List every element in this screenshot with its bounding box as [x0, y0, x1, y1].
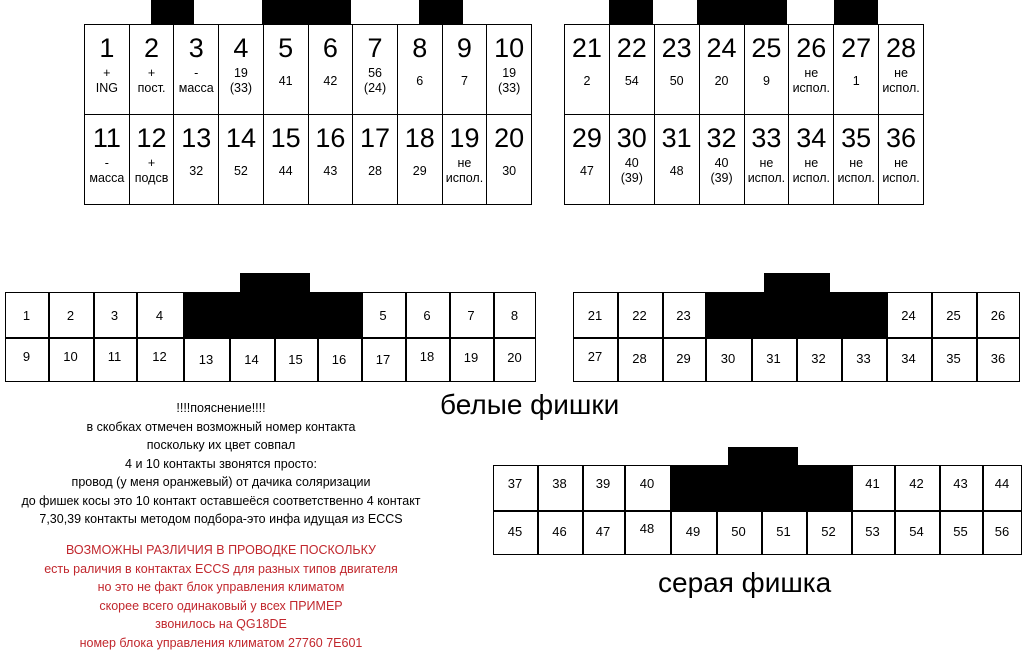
pin-cell: [700, 25, 745, 115]
pin-cell: [353, 115, 398, 205]
pin-description: не испол.: [792, 66, 831, 95]
connector-key: [151, 0, 194, 25]
pin-description: 50: [669, 74, 684, 88]
pin-label: 15: [288, 352, 303, 367]
pin-description: 32: [189, 164, 204, 178]
pin-number: 8: [412, 33, 428, 63]
connector-latch: [183, 292, 361, 338]
pin-number: 28: [886, 33, 917, 63]
pin-label: 8: [510, 308, 519, 323]
pin-number: 23: [661, 33, 692, 63]
note-line: до фишек косы это 10 контакт оставшеёся соответственно 4 контакт: [21, 493, 421, 508]
pin-number: 35: [841, 123, 872, 153]
pin-cell: [219, 115, 264, 205]
pin-label: 32: [811, 351, 826, 366]
pin-label: 14: [244, 352, 259, 367]
pin-label: 24: [901, 308, 916, 323]
pin-cell: [443, 115, 488, 205]
pin-label: 17: [375, 352, 391, 367]
pin-cell: [85, 115, 130, 205]
pin-number: 3: [188, 33, 204, 63]
pin-label: 16: [331, 352, 347, 367]
pin-cell: [789, 115, 834, 205]
pin-description: 19 (33): [498, 66, 521, 95]
pin-cell: [398, 25, 443, 115]
pin-label: 22: [632, 308, 647, 323]
pin-cell: [264, 25, 309, 115]
pin-label: 46: [552, 524, 567, 539]
pin-label: 7: [467, 308, 475, 323]
pin-number: 21: [571, 33, 602, 63]
connector-top-right: [564, 24, 924, 205]
pin-label: 55: [953, 524, 968, 539]
pin-label: 37: [507, 476, 523, 491]
pin-label: 11: [107, 349, 122, 364]
pin-label: 29: [676, 351, 691, 366]
pin-description: 7: [460, 74, 468, 88]
pin-cell: [174, 115, 219, 205]
warning-line: ВОЗМОЖНЫ РАЗЛИЧИЯ В ПРОВОДКЕ ПОСКОЛЬКУ: [65, 543, 376, 557]
pin-label: 30: [720, 351, 736, 366]
pin-number: 5: [278, 33, 294, 63]
pin-cell: [565, 25, 610, 115]
pin-cell: [745, 25, 790, 115]
pin-cell: [85, 25, 130, 115]
note-line: поскольку их цвет совпал: [146, 438, 296, 452]
warning-note: [0, 541, 442, 652]
connector-key: [419, 0, 463, 25]
pin-description: + пост.: [137, 66, 166, 95]
pin-cell: [353, 25, 398, 115]
pin-number: 22: [616, 33, 647, 63]
pin-label: 41: [865, 476, 880, 491]
pin-description: 56 (24): [363, 66, 387, 95]
explanation-note: [0, 399, 442, 529]
connector-key: [728, 447, 798, 467]
note-line: провод (у меня оранжевый) от дачика соляризации: [71, 475, 371, 489]
pin-label: 26: [990, 308, 1006, 323]
pin-description: 54: [624, 74, 639, 88]
pin-description: не испол.: [747, 156, 786, 185]
note-line: !!!!пояснение!!!!: [176, 401, 266, 415]
pin-number: 17: [360, 123, 391, 153]
pin-number: 26: [796, 33, 827, 63]
pin-description: 40 (39): [710, 156, 733, 185]
connector-latch: [670, 465, 851, 511]
pin-description: 44: [278, 164, 293, 178]
pin-label: 20: [507, 350, 522, 365]
pin-description: + ING: [95, 66, 118, 95]
pin-cell: [745, 115, 790, 205]
pin-label: 3: [110, 308, 119, 323]
pin-number: 33: [751, 123, 782, 153]
pin-number: 27: [841, 33, 872, 63]
pin-number: 7: [367, 33, 383, 63]
pin-cell: [130, 25, 175, 115]
pin-cell: [789, 25, 834, 115]
pin-description: 41: [278, 74, 293, 88]
pin-cell: [309, 25, 354, 115]
pin-label: 27: [587, 349, 603, 364]
pin-description: + подсв: [134, 156, 169, 185]
pin-cell: [487, 115, 532, 205]
pin-label: 9: [22, 349, 31, 364]
connector-key: [764, 273, 830, 294]
pin-number: 30: [616, 123, 647, 153]
pin-label: 2: [66, 308, 75, 323]
pin-label: 56: [994, 524, 1010, 539]
pin-description: 1: [852, 74, 860, 88]
pin-label: 47: [595, 524, 611, 539]
pin-number: 12: [136, 123, 167, 153]
pin-number: 11: [92, 123, 121, 153]
pin-number: 25: [751, 33, 782, 63]
pin-label: 53: [865, 524, 880, 539]
pin-label: 51: [776, 524, 791, 539]
pin-label: 31: [766, 351, 781, 366]
pin-cell: [219, 25, 264, 115]
pin-description: 2: [583, 74, 591, 88]
pin-cell: [398, 115, 443, 205]
pin-label: 44: [994, 476, 1010, 491]
pin-description: 40 (39): [620, 156, 643, 185]
note-line: в скобках отмечен возможный номер контакта: [86, 419, 356, 434]
pin-cell: [834, 25, 879, 115]
pin-cell: [487, 25, 532, 115]
pin-label: 18: [419, 349, 435, 364]
pin-label: 21: [587, 308, 603, 323]
pin-label: 13: [198, 352, 214, 367]
pin-number: 36: [886, 123, 917, 153]
connector-key: [609, 0, 653, 25]
pin-number: 9: [456, 33, 472, 63]
pin-cell: [834, 115, 879, 205]
pin-label: 1: [22, 308, 31, 323]
pin-cell: [309, 115, 354, 205]
note-line: 4 и 10 контакты звонятся просто:: [125, 456, 317, 471]
pin-number: 4: [233, 33, 249, 63]
pin-description: 29: [412, 164, 427, 178]
pin-cell: [879, 115, 924, 205]
pin-label: 49: [685, 524, 701, 539]
pin-label: 45: [507, 524, 523, 539]
pin-cell: [174, 25, 219, 115]
pin-label: 48: [639, 521, 655, 536]
pin-description: не испол.: [882, 156, 920, 185]
pin-label: 54: [909, 524, 924, 539]
pin-description: - масса: [89, 156, 125, 185]
gray-connector-caption: серая фишка: [658, 567, 832, 598]
pin-cell: [610, 25, 655, 115]
pin-number: 24: [706, 33, 737, 63]
connector-key: [697, 0, 787, 25]
pin-label: 4: [155, 308, 164, 323]
pin-number: 34: [796, 123, 827, 153]
pin-description: 6: [416, 74, 424, 88]
pin-cell: [879, 25, 924, 115]
pin-description: 47: [579, 164, 594, 178]
pin-label: 42: [909, 476, 924, 491]
pin-cell: [655, 25, 700, 115]
pin-number: 32: [706, 123, 737, 153]
pin-description: 28: [368, 164, 382, 178]
pin-description: не испол.: [837, 156, 875, 185]
pin-description: 19 (33): [229, 66, 253, 95]
pin-cell: [700, 115, 745, 205]
pin-cell: [264, 115, 309, 205]
pin-cell: [655, 115, 700, 205]
pin-number: 29: [571, 123, 602, 153]
pin-label: 43: [953, 476, 968, 491]
connector-top-left: [84, 24, 532, 205]
pin-label: 28: [632, 351, 647, 366]
pin-label: 34: [901, 351, 916, 366]
pin-description: 9: [762, 74, 770, 88]
warning-line: номер блока управления климатом 27760 7E601: [79, 635, 363, 650]
pin-number: 18: [404, 123, 435, 153]
pin-description: 20: [714, 74, 729, 88]
pin-description: 52: [233, 164, 248, 178]
pin-label: 33: [856, 351, 871, 366]
pin-number: 15: [270, 123, 301, 153]
pin-number: 10: [494, 33, 525, 63]
pin-number: 13: [181, 123, 212, 153]
pin-label: 39: [595, 476, 611, 491]
pin-description: 48: [669, 164, 684, 178]
pin-label: 10: [63, 349, 78, 364]
pin-label: 12: [152, 349, 167, 364]
pin-description: 30: [502, 164, 517, 178]
pin-cell: [610, 115, 655, 205]
pin-cell: [565, 115, 610, 205]
pin-number: 2: [144, 33, 160, 63]
pin-description: не испол.: [882, 66, 920, 95]
warning-line: но это не факт блок управления климатом: [97, 580, 345, 594]
warning-line: есть раличия в контактах ECCS для разных типов двигателя: [44, 561, 398, 576]
pin-number: 14: [225, 123, 256, 153]
pin-number: 20: [494, 123, 525, 153]
pin-label: 50: [731, 524, 746, 539]
warning-line: скорее всего одинаковый у всех ПРИМЕР: [99, 598, 343, 613]
pin-number: 6: [322, 33, 338, 63]
pin-label: 38: [552, 476, 567, 491]
pin-description: 42: [323, 74, 338, 88]
pin-number: 16: [315, 123, 346, 153]
pin-label: 36: [990, 351, 1006, 366]
pin-label: 25: [946, 308, 961, 323]
pin-number: 31: [661, 123, 692, 153]
pin-number: 1: [99, 33, 115, 63]
pin-label: 19: [463, 350, 479, 365]
white-connectors-caption: белые фишки: [440, 389, 620, 420]
pin-label: 35: [946, 351, 961, 366]
connector-key: [262, 0, 351, 25]
pin-label: 52: [821, 524, 836, 539]
pin-description: - масса: [178, 66, 214, 95]
pin-cell: [130, 115, 175, 205]
warning-line: звонилось на QG18DE: [155, 617, 287, 631]
pin-description: 43: [323, 164, 338, 178]
pin-number: 19: [449, 123, 480, 153]
pin-label: 23: [676, 308, 691, 323]
pin-label: 6: [423, 308, 431, 323]
pin-cell: [443, 25, 488, 115]
pin-description: не испол.: [445, 156, 484, 185]
pin-label: 40: [639, 476, 655, 491]
connector-latch: [705, 292, 886, 338]
connector-key: [240, 273, 310, 294]
pin-description: не испол.: [792, 156, 831, 185]
connector-key: [834, 0, 878, 25]
pin-label: 5: [379, 308, 387, 323]
note-line: 7,30,39 контакты методом подбора-это инфа идущая из ECCS: [39, 512, 403, 526]
